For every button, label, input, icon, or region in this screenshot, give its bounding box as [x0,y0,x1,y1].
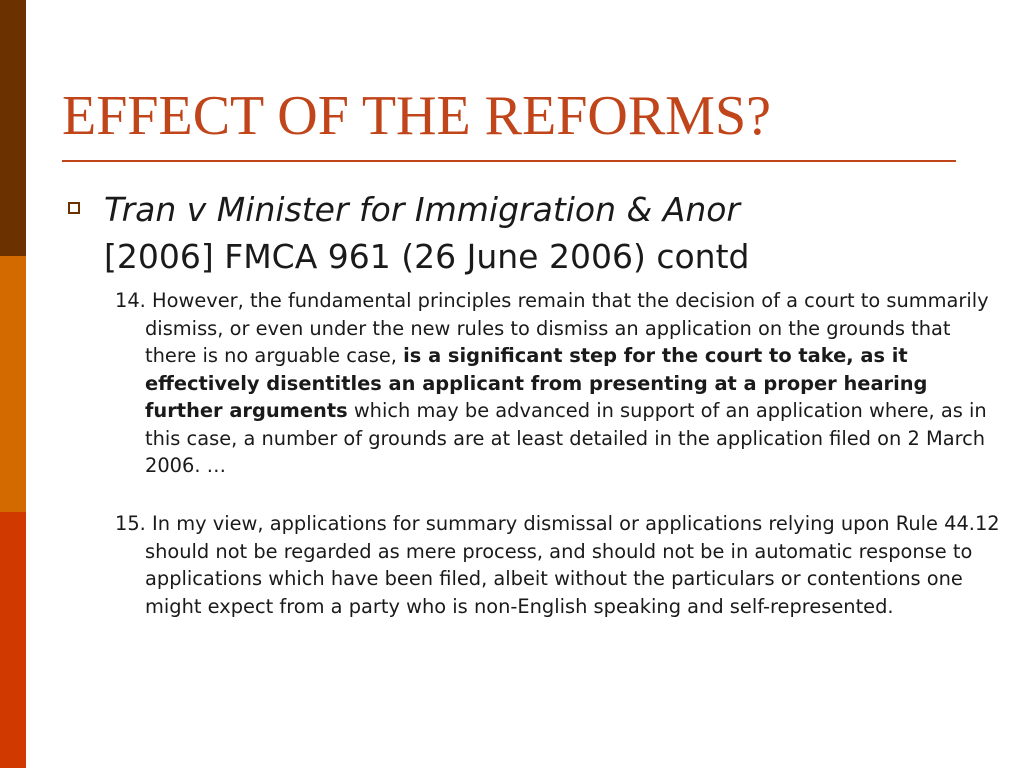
paragraph-number: 15. [115,512,146,535]
case-citation: [2006] FMCA 961 (26 June 2006) contd [104,237,750,276]
paragraph-emphasis: is a significant step for the court to take, as it effectively disentitles an applicant from presenting at a proper hearing further arguments [145,344,928,422]
side-bar-dark-segment [0,0,26,256]
title-underline [62,160,956,162]
hollow-square-bullet-icon [68,202,80,214]
side-bar-orange-segment [0,256,26,512]
paragraph-text: However, the fundamental principles remain that the decision of a court to summarily dismiss, or even under the new rules to dismiss an application on the grounds that there is no arguable case, [145,289,989,367]
paragraph-14 [115,287,1005,480]
paragraph-text-continued: which may be advanced in support of an application where, as in this case, a number of grounds are at least detailed in the application filed on 2 March 2006. … [145,399,987,477]
case-name: Tran v Minister for Immigration & Anor [104,190,740,229]
paragraph-number: 14. [115,289,146,312]
paragraph-text: In my view, applications for summary dismissal or applications relying upon Rule 44.12 should not be regarded as mere process, and should not be in automatic response to applications which have been filed, albeit without the particulars or contentions one might expect from a party who is non-English speaking and self-represented. [145,512,1000,618]
paragraph-15 [115,510,1005,620]
slide-title: EFFECT OF THE REFORMS? [62,85,771,147]
side-bar-red-segment [0,512,26,768]
bullet-heading [104,186,984,280]
